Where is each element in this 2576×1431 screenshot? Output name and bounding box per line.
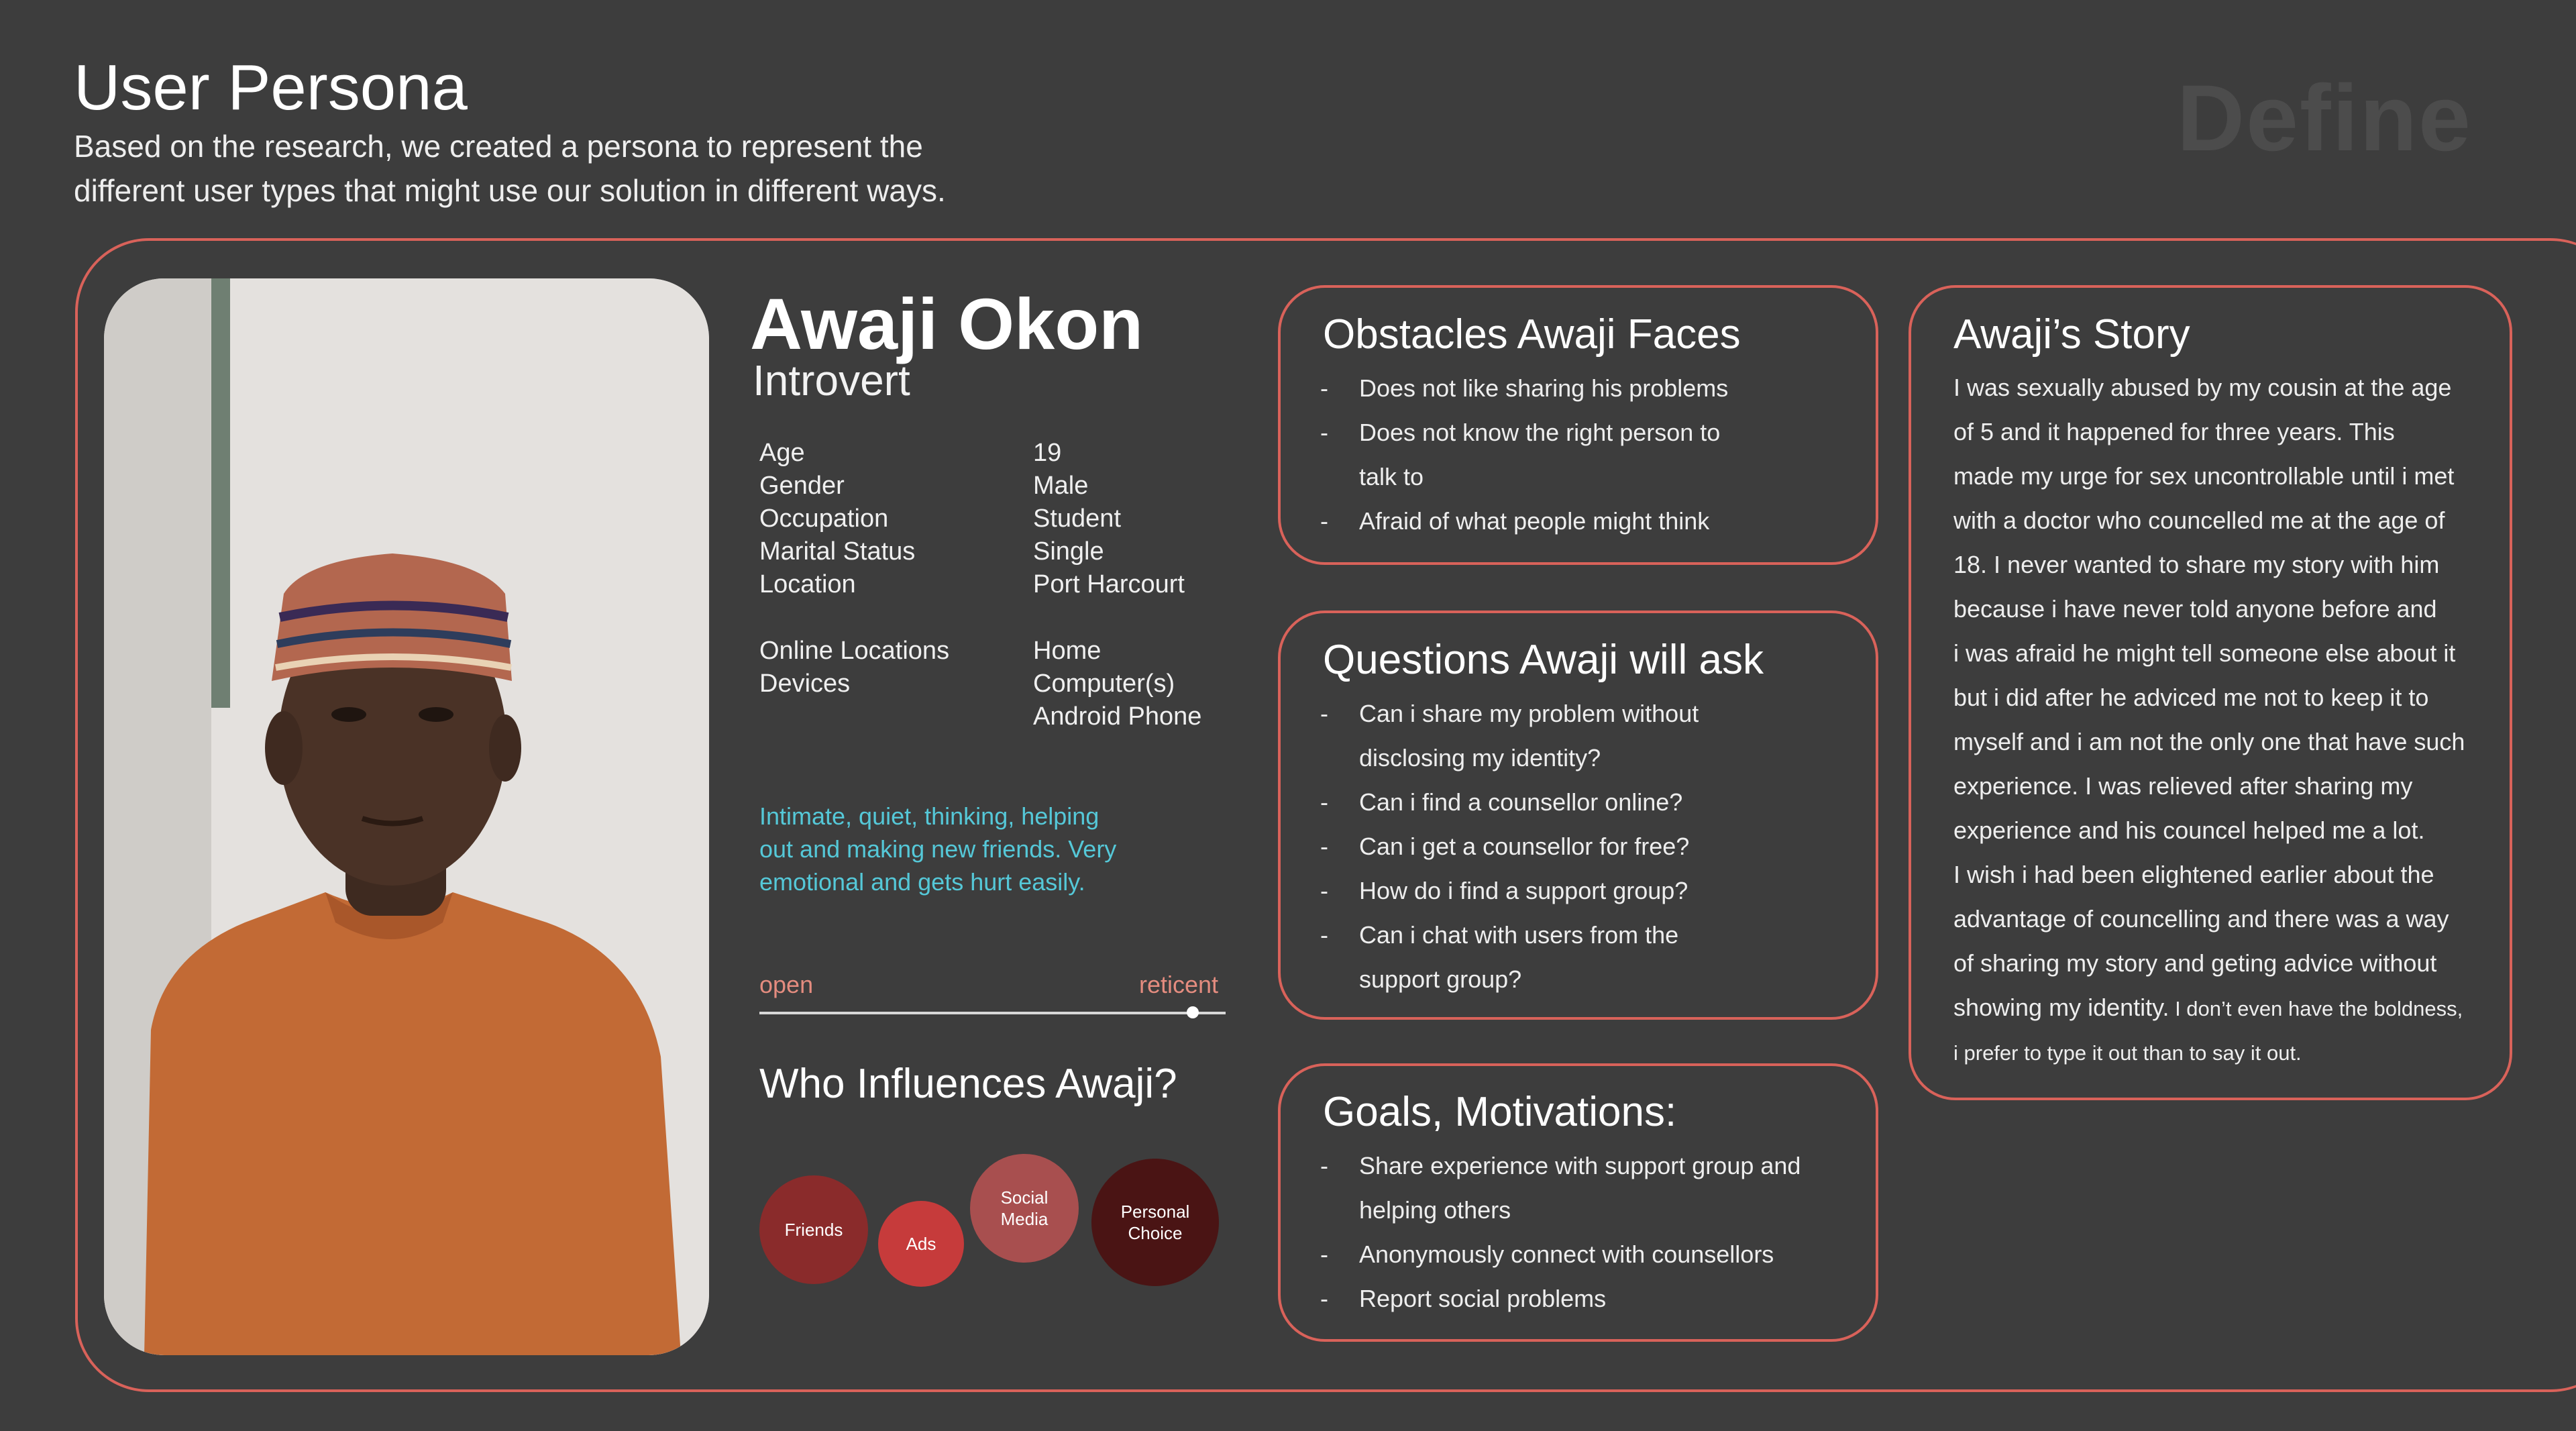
story-text: showing my identity.: [1953, 994, 2169, 1021]
story-line: I wish i had been elightened earlier about the: [1953, 861, 2434, 888]
story-line: I was sexually abused by my cousin at the age: [1953, 374, 2452, 401]
story-line: of 5 and it happened for three years. This: [1953, 418, 2395, 445]
influence-label: Choice: [1128, 1223, 1183, 1243]
goals-list: [1320, 1144, 1857, 1321]
info-label-occupation: Occupation: [759, 505, 889, 533]
persona-name: Awaji Okon: [750, 283, 1144, 364]
traits-line: emotional and gets hurt easily.: [759, 868, 1085, 896]
goals-title: Goals, Motivations:: [1323, 1089, 1677, 1135]
persona-photo-illustration: [104, 278, 709, 1355]
influence-label: Friends: [784, 1220, 843, 1240]
scale-label-open: open: [759, 971, 814, 998]
info-value-age: 19: [1033, 439, 1062, 467]
influence-bubble-personal-choice: [1091, 1159, 1219, 1286]
traits-line: Intimate, quiet, thinking, helping: [759, 802, 1099, 830]
info-value-occupation: Student: [1033, 505, 1121, 533]
story-line: made my urge for sex uncontrollable until i met: [1953, 462, 2455, 490]
questions-title: Questions Awaji will ask: [1323, 637, 1764, 683]
story-line: 18. I never wanted to share my story with him: [1953, 551, 2440, 578]
info-label-location: Location: [759, 570, 856, 598]
influence-bubble-ads: [878, 1201, 964, 1287]
story-line: with a doctor who councelled me at the age of: [1953, 507, 2445, 534]
goal-item: - Report social problems: [1320, 1277, 1857, 1321]
goal-item: - Share experience with support group and helping others: [1320, 1144, 1857, 1232]
obstacle-item: - Afraid of what people might think: [1320, 499, 1857, 543]
story-line: [1953, 986, 2504, 1031]
story-line: of sharing my story and geting advice without: [1953, 949, 2437, 977]
obstacle-item: - Does not know the right person to talk to: [1320, 411, 1857, 499]
info-value-marital-status: Single: [1033, 537, 1104, 566]
question-item: - Can i get a counsellor for free?: [1320, 825, 1857, 869]
subtitle-line: different user types that might use our solution in different ways.: [74, 173, 946, 208]
story-line: experience. I was relieved after sharing my: [1953, 772, 2413, 800]
info-value-devices-2: Android Phone: [1033, 702, 1202, 731]
story-line: because i have never told anyone before and: [1953, 595, 2437, 623]
influences-title: Who Influences Awaji?: [759, 1061, 1177, 1107]
influence-label: Media: [1000, 1209, 1049, 1229]
story-line: advantage of councelling and there was a way: [1953, 905, 2449, 933]
info-value-location: Port Harcourt: [1033, 570, 1185, 598]
scale-label-reticent: reticent: [1139, 971, 1219, 998]
subtitle-line: Based on the research, we created a persona to represent the: [74, 129, 923, 164]
traits-line: out and making new friends. Very: [759, 835, 1117, 863]
question-item: - How do i find a support group?: [1320, 869, 1857, 913]
info-value-devices: Computer(s): [1033, 670, 1175, 698]
story-line: i prefer to type it out than to say it out.: [1953, 1041, 2302, 1065]
obstacle-item: - Does not like sharing his problems: [1320, 366, 1857, 411]
influence-label: Social: [1000, 1187, 1049, 1208]
story-line: experience and his councel helped me a lot.: [1953, 816, 2425, 844]
page-subtitle: [74, 124, 1147, 213]
personality-scale-track: [759, 1012, 1226, 1014]
info-label-gender: Gender: [759, 472, 845, 500]
question-item: - Can i share my problem without disclosing my identity?: [1320, 692, 1857, 780]
page-title: User Persona: [74, 52, 468, 123]
persona-photo: [104, 278, 709, 1355]
question-item: - Can i find a counsellor online?: [1320, 780, 1857, 825]
section-watermark: Define: [2177, 65, 2472, 170]
story-text-small: I don’t even have the boldness,: [2169, 997, 2463, 1020]
goal-item: - Anonymously connect with counsellors: [1320, 1232, 1857, 1277]
influence-bubble-social-media: [970, 1154, 1079, 1263]
obstacles-list: [1320, 366, 1857, 543]
influence-label: Ads: [906, 1234, 936, 1254]
info-label-online-locations: Online Locations: [759, 637, 950, 665]
story-line: myself and i am not the only one that have such: [1953, 728, 2465, 755]
info-value-gender: Male: [1033, 472, 1089, 500]
persona-traits: [759, 800, 1229, 898]
story-line: i was afraid he might tell someone else about it: [1953, 639, 2456, 667]
info-label-devices: Devices: [759, 670, 851, 698]
story-title: Awaji’s Story: [1953, 311, 2190, 358]
questions-list: [1320, 692, 1857, 1002]
info-value-online-locations: Home: [1033, 637, 1102, 665]
info-label-marital-status: Marital Status: [759, 537, 916, 566]
story-body: [1953, 366, 2504, 1075]
persona-type: Introvert: [753, 356, 910, 405]
question-item: - Can i chat with users from the support group?: [1320, 913, 1857, 1002]
story-line: but i did after he adviced me not to keep it to: [1953, 684, 2429, 711]
info-label-age: Age: [759, 439, 805, 467]
influence-bubble-friends: [759, 1175, 868, 1284]
influence-label: Personal: [1120, 1202, 1190, 1222]
obstacles-title: Obstacles Awaji Faces: [1323, 311, 1741, 358]
